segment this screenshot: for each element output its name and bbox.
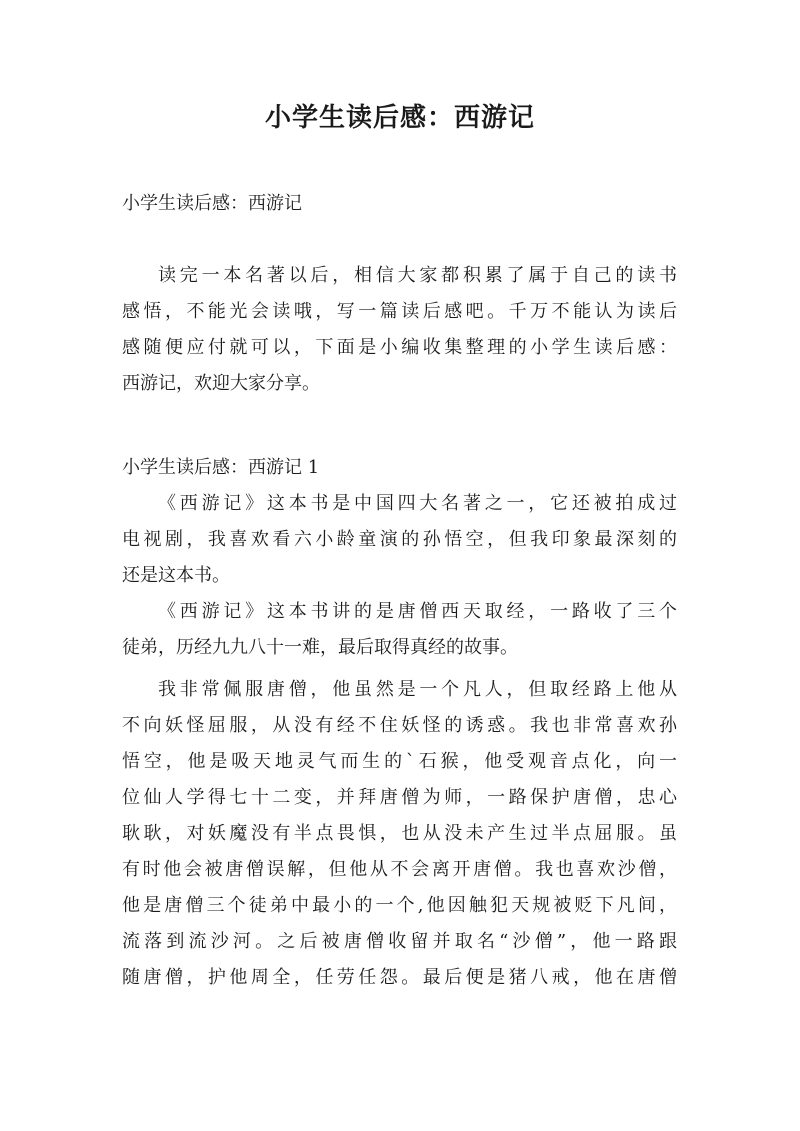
intro-line: 感随便应付就可以，下面是小编收集整理的小学生读后感： — [122, 337, 677, 358]
paragraph1-line: 还是这本书。 — [122, 565, 230, 586]
paragraph3-line: 悟空，他是吸天地灵气而生的`石猴，他受观音点化，向一 — [122, 751, 677, 772]
paragraph2-line: 《西游记》这本书讲的是唐僧西天取经，一路收了三个 — [158, 601, 677, 622]
document-subtitle: 小学生读后感：西游记 — [122, 193, 302, 214]
paragraph3-line: 耿耿，对妖魔没有半点畏惧，也从没未产生过半点屈服。虽 — [122, 823, 677, 844]
paragraph3-line: 不向妖怪屈服，从没有经不住妖怪的诱惑。我也非常喜欢孙 — [122, 715, 677, 736]
paragraph3-line: 流落到流沙河。之后被唐僧收留并取名“沙僧”，他一路跟 — [122, 931, 677, 952]
paragraph3-line: 我非常佩服唐僧，他虽然是一个凡人，但取经路上他从 — [158, 679, 677, 700]
intro-line: 读完一本名著以后，相信大家都积累了属于自己的读书 — [158, 265, 677, 286]
intro-line: 西游记，欢迎大家分享。 — [122, 373, 320, 394]
paragraph3-line: 随唐僧，护他周全，任劳任怨。最后便是猪八戒，他在唐僧 — [122, 967, 677, 988]
paragraph1-line: 电视剧，我喜欢看六小龄童演的孙悟空，但我印象最深刻的 — [122, 529, 677, 550]
paragraph1-line: 《西游记》这本书是中国四大名著之一，它还被拍成过 — [158, 493, 677, 514]
document-title: 小学生读后感：西游记 — [264, 103, 535, 133]
intro-line: 感悟，不能光会读哦，写一篇读后感吧。千万不能认为读后 — [122, 301, 677, 322]
paragraph3-line: 他是唐僧三个徒弟中最小的一个,他因触犯天规被贬下凡间， — [122, 895, 677, 916]
paragraph3-line: 位仙人学得七十二变，并拜唐僧为师，一路保护唐僧，忠心 — [122, 787, 677, 808]
paragraph2-line: 徒弟，历经九九八十一难，最后取得真经的故事。 — [122, 637, 518, 658]
paragraph3-line: 有时他会被唐僧误解，但他从不会离开唐僧。我也喜欢沙僧， — [122, 859, 677, 880]
section-heading: 小学生读后感：西游记 1 — [122, 457, 320, 478]
